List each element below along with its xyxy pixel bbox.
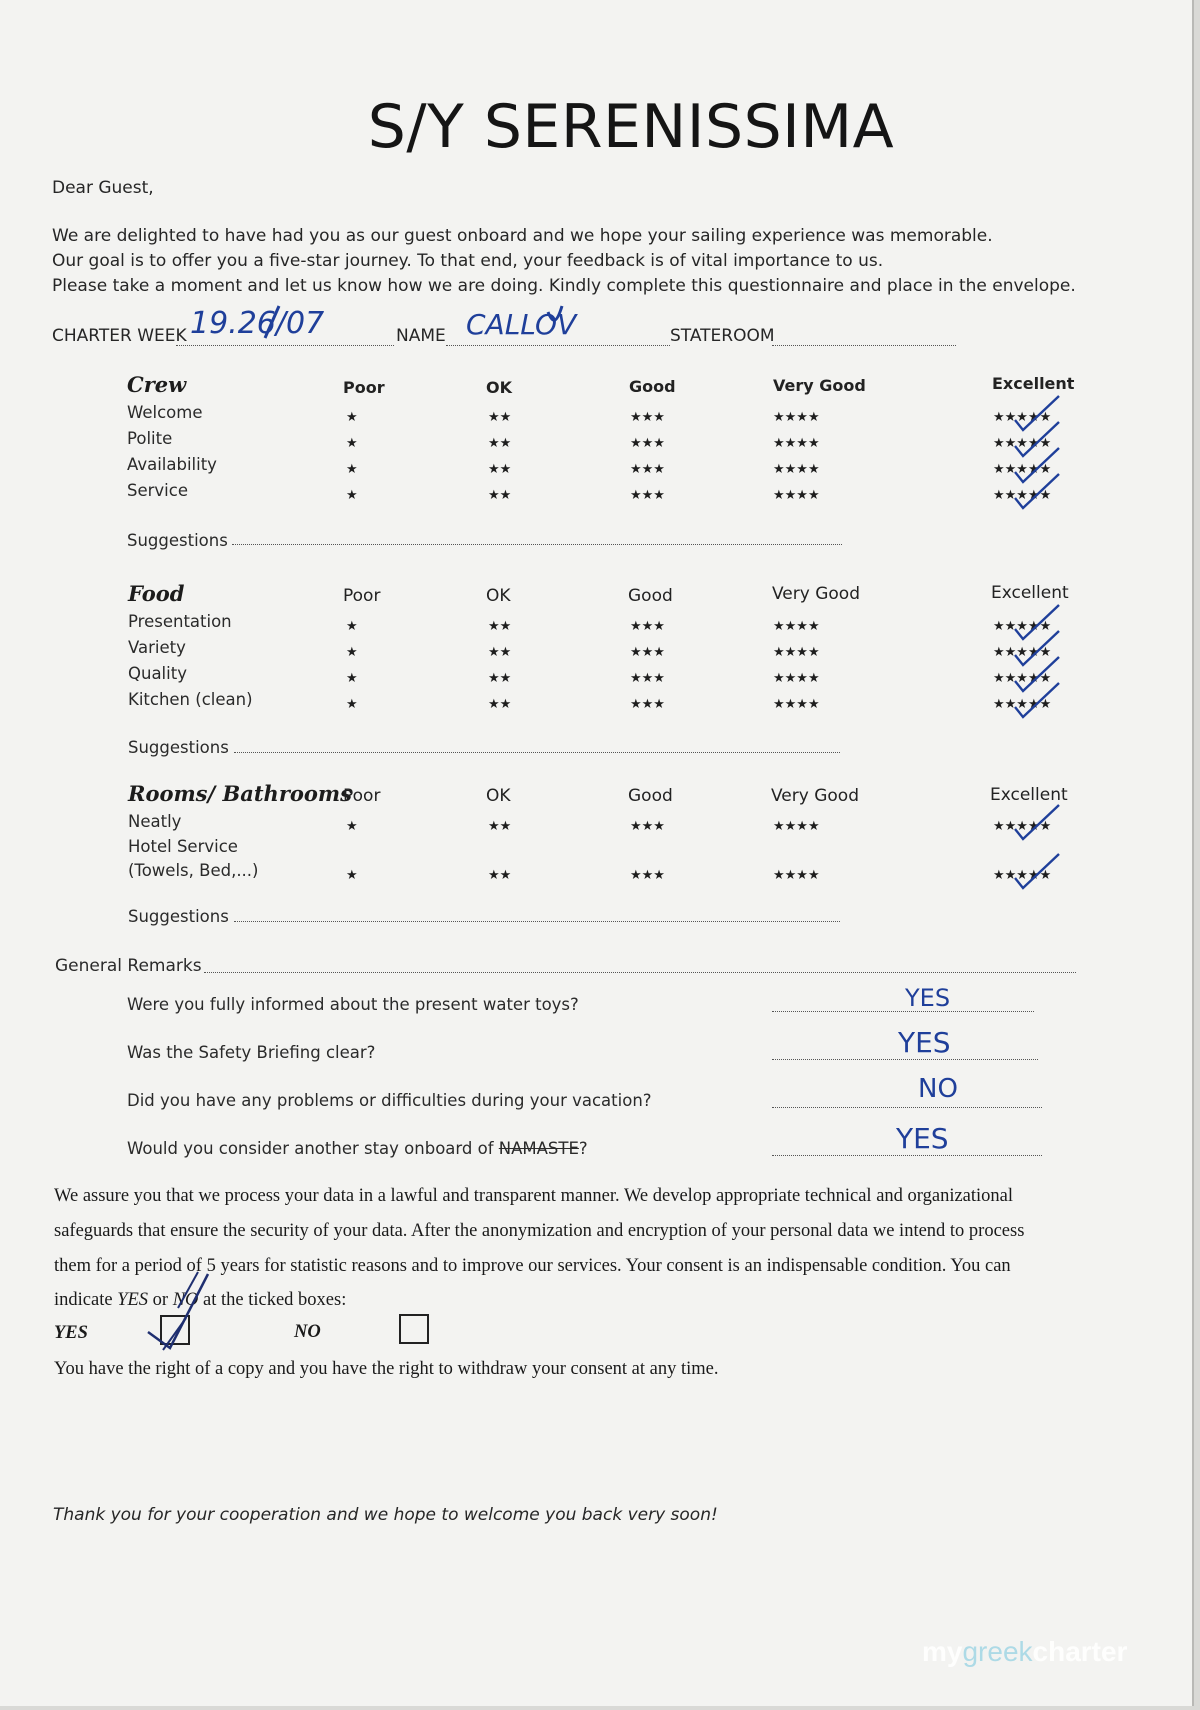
star-option[interactable]: ★★★ — [630, 671, 665, 686]
consent-yes-checkbox[interactable] — [160, 1315, 190, 1345]
struck-yacht-name: NAMASTE — [498, 1139, 579, 1158]
charter-week-value[interactable]: 19.26/07 — [190, 306, 325, 341]
star-option[interactable]: ★★★★★ — [993, 645, 1052, 660]
rating-header-ok: OK — [486, 586, 511, 606]
rating-header-poor: Poor — [343, 586, 381, 606]
rating-header-poor: Poor — [343, 786, 381, 806]
answer-line-4 — [772, 1155, 1042, 1156]
star-option[interactable]: ★★ — [488, 868, 512, 883]
charter-week-label: CHARTER WEEK — [52, 326, 187, 346]
name-value[interactable]: CALLOV — [466, 308, 577, 341]
star-option[interactable]: ★★★ — [630, 619, 665, 634]
food-item-presentation: Presentation — [128, 612, 232, 631]
rating-header-very-good: Very Good — [773, 376, 866, 395]
rating-header-good: Good — [628, 786, 673, 806]
star-option[interactable]: ★★★★★ — [993, 619, 1052, 634]
indicate-suffix: at the ticked boxes: — [198, 1290, 347, 1310]
star-option[interactable]: ★★★★ — [773, 619, 820, 634]
star-option[interactable]: ★ — [346, 410, 358, 425]
star-option[interactable]: ★★★★ — [773, 697, 820, 712]
star-option[interactable]: ★★★ — [630, 410, 665, 425]
watermark-my: my — [922, 1636, 963, 1667]
crew-item-polite: Polite — [127, 429, 173, 448]
food-suggestions-line[interactable] — [234, 752, 840, 753]
food-item-kitchen: Kitchen (clean) — [128, 690, 253, 709]
rooms-item-neatly: Neatly — [128, 812, 182, 831]
answer-water-toys[interactable]: YES — [905, 984, 951, 1012]
star-option[interactable]: ★★★★★ — [993, 671, 1052, 686]
section-heading-rooms: Rooms/ Bathrooms — [128, 781, 352, 806]
question-problems: Did you have any problems or difficulties during your vacation? — [127, 1091, 652, 1110]
star-option[interactable]: ★★★★★ — [993, 488, 1052, 503]
crew-item-availability: Availability — [127, 455, 217, 474]
rooms-suggestions-label: Suggestions — [128, 907, 229, 926]
star-option[interactable]: ★★ — [488, 671, 512, 686]
star-option[interactable]: ★★★ — [630, 868, 665, 883]
privacy-line-4 — [54, 1290, 346, 1311]
watermark-greek: greek — [962, 1636, 1033, 1667]
star-option[interactable]: ★ — [346, 488, 358, 503]
star-option[interactable]: ★★ — [488, 436, 512, 451]
star-option[interactable]: ★★★★ — [773, 410, 820, 425]
star-option[interactable]: ★★★★★ — [993, 819, 1052, 834]
star-option[interactable]: ★ — [346, 697, 358, 712]
stateroom-line[interactable] — [772, 345, 956, 346]
star-option[interactable]: ★ — [346, 462, 358, 477]
answer-problems[interactable]: NO — [918, 1074, 958, 1104]
star-option[interactable]: ★★★ — [630, 819, 665, 834]
question-another-stay — [127, 1139, 588, 1158]
rating-header-excellent: Excellent — [990, 785, 1068, 805]
indicate-prefix: indicate — [54, 1290, 118, 1310]
star-option[interactable]: ★★ — [488, 619, 512, 634]
rooms-suggestions-line[interactable] — [234, 921, 840, 922]
star-option[interactable]: ★★★★★ — [993, 410, 1052, 425]
star-option[interactable]: ★★ — [488, 645, 512, 660]
intro-line-2: Our goal is to offer you a five-star journey. To that end, your feedback is of vital importance to us. — [52, 251, 884, 271]
rating-header-excellent: Excellent — [992, 374, 1075, 393]
question-another-stay-prefix: Would you consider another stay onboard of — [127, 1139, 499, 1158]
star-option[interactable]: ★★★★ — [773, 645, 820, 660]
star-option[interactable]: ★★★★★ — [993, 697, 1052, 712]
answer-line-1 — [772, 1011, 1034, 1012]
privacy-line-3: them for a period of 5 years for statistic reasons and to improve our services. Your consent is an indispensable condition. You can — [54, 1256, 1011, 1276]
question-safety-briefing: Was the Safety Briefing clear? — [127, 1043, 376, 1062]
stateroom-label: STATEROOM — [670, 326, 775, 346]
charter-week-line — [176, 345, 394, 346]
consent-yes-label: YES — [54, 1323, 88, 1343]
rooms-item-hotel-service-detail: (Towels, Bed,...) — [128, 861, 259, 880]
star-option[interactable]: ★★ — [488, 819, 512, 834]
star-option[interactable]: ★★★ — [630, 436, 665, 451]
section-heading-food: Food — [128, 581, 185, 606]
rating-header-excellent: Excellent — [991, 583, 1069, 603]
answer-another-stay[interactable]: YES — [896, 1122, 949, 1155]
closing-text: Thank you for your cooperation and we hope to welcome you back very soon! — [53, 1505, 718, 1525]
star-option[interactable]: ★★ — [488, 697, 512, 712]
star-option[interactable]: ★★★★★ — [993, 868, 1052, 883]
crew-suggestions-label: Suggestions — [127, 531, 228, 550]
food-item-variety: Variety — [128, 638, 186, 657]
rating-header-good: Good — [628, 586, 673, 606]
star-option[interactable]: ★★ — [488, 462, 512, 477]
star-option[interactable]: ★★★★ — [773, 488, 820, 503]
rating-header-ok: OK — [486, 378, 512, 397]
intro-line-1: We are delighted to have had you as our guest onboard and we hope your sailing experience was memorable. — [52, 226, 993, 246]
star-option[interactable]: ★ — [346, 619, 358, 634]
rooms-item-hotel-service: Hotel Service — [128, 837, 238, 856]
general-remarks-line[interactable] — [204, 972, 1076, 973]
star-option[interactable]: ★★★★ — [773, 462, 820, 477]
general-remarks-label: General Remarks — [55, 956, 202, 976]
star-option[interactable]: ★ — [346, 868, 358, 883]
star-option[interactable]: ★★★ — [630, 645, 665, 660]
star-option[interactable]: ★ — [346, 645, 358, 660]
consent-no-checkbox[interactable] — [399, 1314, 429, 1344]
star-option[interactable]: ★★★★ — [773, 671, 820, 686]
star-option[interactable]: ★ — [346, 436, 358, 451]
star-option[interactable]: ★★★ — [630, 697, 665, 712]
star-option[interactable]: ★★★★★ — [993, 436, 1052, 451]
star-option[interactable]: ★★★★ — [773, 436, 820, 451]
star-option[interactable]: ★★★★★ — [993, 462, 1052, 477]
star-option[interactable]: ★ — [346, 671, 358, 686]
crew-item-service: Service — [127, 481, 188, 500]
answer-line-3 — [772, 1107, 1042, 1108]
privacy-line-2: safeguards that ensure the security of your data. After the anonymization and encryption of your personal data we intend to process — [54, 1221, 1025, 1241]
crew-item-welcome: Welcome — [127, 403, 203, 422]
question-another-stay-suffix: ? — [578, 1139, 588, 1158]
name-line — [446, 345, 670, 346]
consent-no-label: NO — [294, 1322, 321, 1342]
rating-header-poor: Poor — [343, 378, 385, 397]
name-label: NAME — [396, 326, 446, 346]
star-option[interactable]: ★★★★ — [773, 819, 820, 834]
watermark-charter: charter — [1032, 1636, 1128, 1667]
star-option[interactable]: ★★★ — [630, 488, 665, 503]
star-option[interactable]: ★ — [346, 819, 358, 834]
food-suggestions-label: Suggestions — [128, 738, 229, 757]
indicate-no: NO — [172, 1290, 199, 1310]
rating-header-very-good: Very Good — [772, 584, 860, 604]
answer-safety-briefing[interactable]: YES — [898, 1026, 951, 1059]
food-item-quality: Quality — [128, 664, 187, 683]
star-option[interactable]: ★★★★ — [773, 868, 820, 883]
rating-header-good: Good — [629, 377, 676, 396]
answer-line-2 — [772, 1059, 1038, 1060]
crew-suggestions-line[interactable] — [232, 544, 842, 545]
star-option[interactable]: ★★★ — [630, 462, 665, 477]
star-option[interactable]: ★★ — [488, 488, 512, 503]
rights-text: You have the right of a copy and you have the right to withdraw your consent at any time. — [54, 1359, 719, 1379]
privacy-line-1: We assure you that we process your data in a lawful and transparent manner. We develop appropriate technical and organizational — [54, 1186, 1014, 1206]
section-heading-crew: Crew — [127, 372, 187, 397]
indicate-yes: YES — [117, 1290, 149, 1310]
rating-header-very-good: Very Good — [771, 786, 859, 806]
indicate-or: or — [148, 1290, 173, 1310]
watermark-logo — [922, 1636, 1127, 1668]
question-water-toys: Were you fully informed about the present water toys? — [127, 995, 579, 1014]
page-title: S/Y SERENISSIMA — [367, 92, 895, 162]
greeting: Dear Guest, — [52, 178, 154, 198]
intro-line-3: Please take a moment and let us know how we are doing. Kindly complete this questionnaire and place in the envelope. — [52, 276, 1076, 296]
rating-header-ok: OK — [486, 786, 511, 806]
star-option[interactable]: ★★ — [488, 410, 512, 425]
